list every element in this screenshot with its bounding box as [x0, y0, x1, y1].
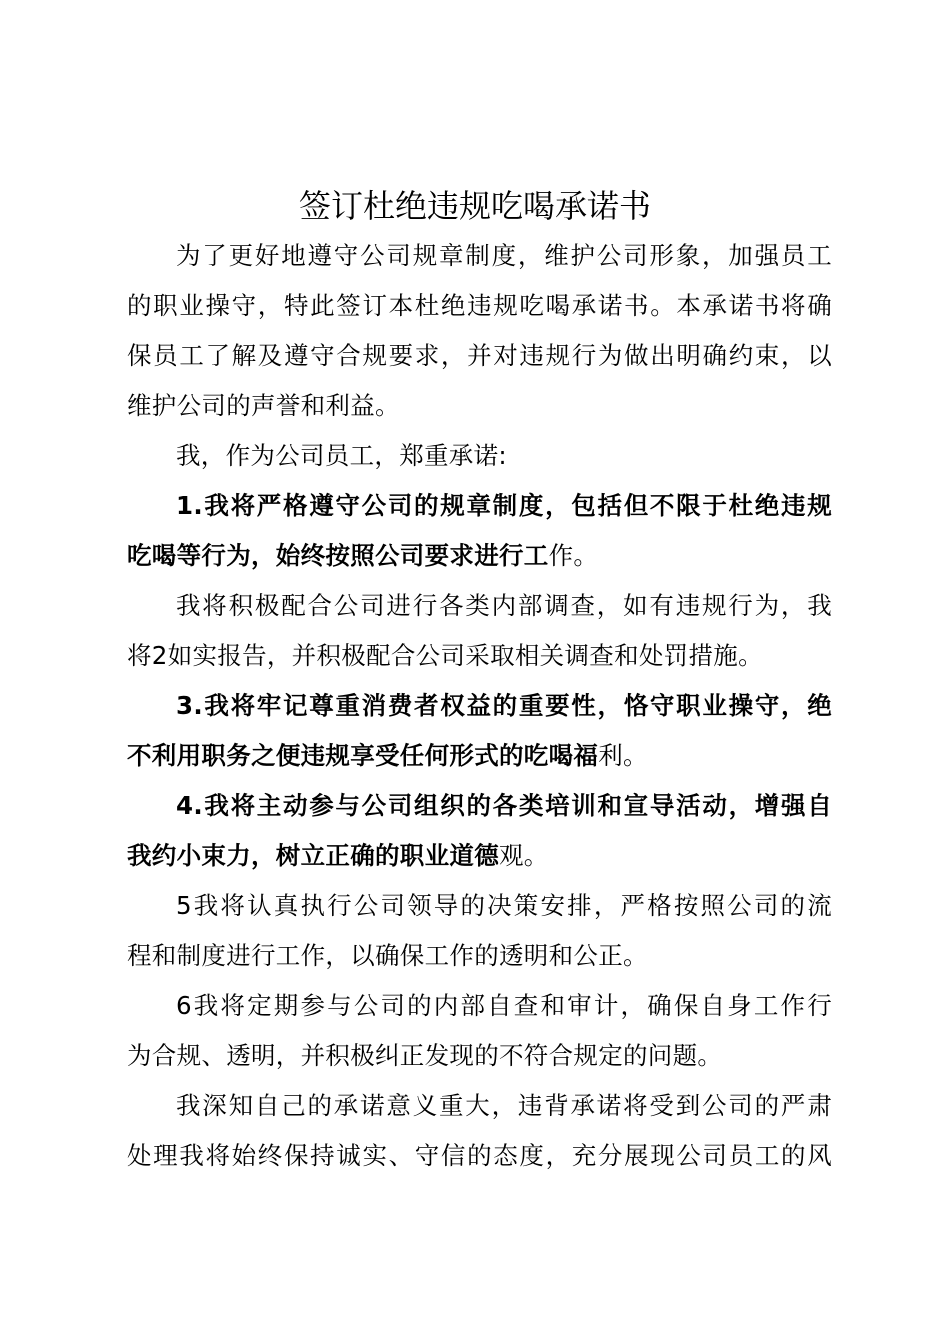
pledge-item-1-line-2-tail: 作。 — [548, 541, 599, 570]
pledge-item-3-line-2 — [127, 731, 832, 781]
closing-paragraph-line-2: 处理我将始终保持诚实、守信的态度，充分展现公司员工的风 — [127, 1141, 832, 1170]
pledge-item-5-line-2: 程和制度进行工作，以确保工作的透明和公正。 — [127, 941, 648, 970]
paragraph-pledge-intro: 我，作为公司员工，郑重承诺: — [176, 441, 507, 470]
paragraph-intro-line-4: 维护公司的声誉和利益。 — [127, 391, 400, 420]
pledge-item-3-line-2-bold: 不利用职务之便违规享受任何形式的吃喝福 — [127, 741, 599, 770]
pledge-item-2-line-2: 将2如实报告，并积极配合公司采取相关调查和处罚措施。 — [127, 641, 763, 670]
pledge-item-2-line-1: 我将积极配合公司进行各类内部调查，如有违规行为，我 — [176, 591, 832, 620]
paragraph-intro-line-1: 为了更好地遵守公司规章制度，维护公司形象，加强员工 — [176, 241, 832, 270]
pledge-item-4-line-1: 4.我将主动参与公司组织的各类培训和宣导活动，增强自 — [176, 791, 832, 820]
pledge-item-6-line-1: 6我将定期参与公司的内部自查和审计，确保自身工作行 — [176, 991, 832, 1020]
pledge-item-6-line-2: 为合规、透明，并积极纠正发现的不符合规定的问题。 — [127, 1041, 723, 1070]
pledge-item-1-line-2 — [127, 531, 832, 581]
paragraph-intro-line-3: 保员工了解及遵守合规要求，并对违规行为做出明确约束，以 — [127, 341, 832, 370]
closing-paragraph-line-1: 我深知自己的承诺意义重大，违背承诺将受到公司的严肃 — [176, 1091, 832, 1120]
paragraph-intro-line-2: 的职业操守，特此签订本杜绝违规吃喝承诺书。本承诺书将确 — [127, 291, 832, 320]
pledge-item-3-line-1: 3.我将牢记尊重消费者权益的重要性，恪守职业操守，绝 — [176, 691, 832, 720]
pledge-item-3-line-2-tail: 利。 — [598, 741, 648, 770]
pledge-item-4-line-2-bold: 我约小束力，树立正确的职业道德 — [127, 841, 499, 870]
pledge-item-4-line-2-tail: 观。 — [499, 841, 549, 870]
pledge-item-1-line-1: 1.我将严格遵守公司的规章制度，包括但不限于杜绝违规 — [176, 491, 832, 520]
pledge-item-4-line-2 — [127, 831, 832, 881]
document-title: 签订杜绝违规吃喝承诺书 — [298, 187, 651, 225]
pledge-item-5-line-1: 5我将认真执行公司领导的决策安排，严格按照公司的流 — [176, 891, 832, 920]
pledge-item-1-line-2-bold: 吃喝等行为，始终按照公司要求进行工 — [127, 541, 549, 570]
